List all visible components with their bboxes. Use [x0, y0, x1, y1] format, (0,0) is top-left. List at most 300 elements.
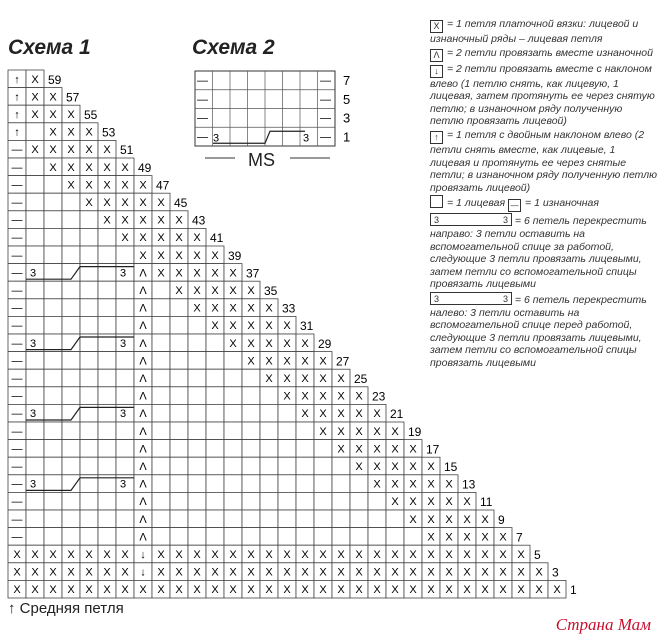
stitch-symbol: X [283, 549, 291, 561]
stitch-symbol: X [265, 337, 273, 350]
stitch-symbol: X [463, 549, 471, 561]
stitch-symbol: X [103, 566, 111, 579]
arrow-down-icon: ↓ [430, 65, 443, 78]
stitch-symbol: X [319, 373, 327, 385]
chart-cell [62, 299, 80, 317]
chart-cell [116, 387, 134, 405]
stitch-symbol: X [319, 584, 327, 597]
chart-cell [62, 193, 80, 211]
row-number: 1 [570, 583, 577, 598]
stitch-symbol: X [13, 566, 21, 579]
chart-cell [44, 176, 62, 194]
chart-cell [296, 475, 314, 493]
chart-cell [44, 352, 62, 370]
row-number: 5 [534, 548, 541, 562]
chart-cell [188, 387, 206, 405]
chart-cell [44, 228, 62, 246]
chart-cell [116, 510, 134, 528]
chart-cell [62, 492, 80, 510]
stitch-symbol: — [11, 214, 23, 227]
chart-cell [206, 492, 224, 510]
chart-cell [98, 352, 116, 370]
row-number: 15 [444, 460, 458, 474]
stitch-symbol: X [283, 373, 291, 385]
chart-cell [188, 528, 206, 546]
chart-cell [152, 510, 170, 528]
chart-cell [26, 510, 44, 528]
stitch-symbol: X [409, 461, 417, 473]
chart-cell [80, 510, 98, 528]
chart-cell [278, 528, 296, 546]
chart-cell [404, 528, 422, 546]
stitch-symbol: X [139, 197, 147, 209]
stitch-symbol: X [139, 249, 147, 262]
chart-cell [98, 422, 116, 440]
stitch-symbol: X [175, 267, 183, 280]
cable-count: 3 [120, 408, 127, 421]
chart-cell [62, 387, 80, 405]
dash-symbol-icon [508, 199, 521, 212]
chart-cell [62, 352, 80, 370]
stitch-symbol: — [11, 267, 23, 280]
stitch-symbol: X [517, 584, 525, 597]
chart-cell [386, 510, 404, 528]
chart-cell [80, 211, 98, 229]
stitch-symbol: X [211, 549, 219, 561]
stitch-symbol: X [157, 249, 165, 262]
stitch-symbol: X [157, 584, 165, 597]
stitch-symbol: — [11, 285, 23, 297]
chart-cell [116, 440, 134, 458]
chart-cell [44, 404, 62, 422]
legend-item-double-dec: ↑ = 1 петля с двойным наклоном влево (2 петли снять вместе, как лицевые, 1 лицевая и протянуть ее через снятые петли; в изнаночном ряду полученную петлю провязать лицевой) [430, 128, 658, 194]
stitch-symbol: X [139, 214, 147, 227]
chart-cell [296, 457, 314, 475]
stitch-symbol: X [247, 302, 255, 315]
stitch-symbol: X [193, 249, 201, 262]
chart-cell [332, 510, 350, 528]
chart-cell [260, 457, 278, 475]
stitch-symbol: X [229, 320, 237, 333]
chart-cell [26, 193, 44, 211]
dash-symbol: — [197, 75, 208, 87]
stitch-symbol: X [391, 478, 399, 491]
stitch-symbol: X [211, 320, 219, 333]
stitch-symbol: X [355, 390, 363, 403]
chart-cell [152, 387, 170, 405]
chart-cell [26, 176, 44, 194]
legend-item-cable-right: 3 3 = 6 петель перекрестить направо: 3 петли оставить на вспомогательной спице за работой, следующие 3 петли провязать лицевыми, затем петли со вспомогательной спицы провязать лицевыми [430, 215, 647, 291]
chart-cell [332, 457, 350, 475]
stitch-symbol: X [121, 197, 129, 209]
chart-cell [224, 440, 242, 458]
chart-cell [98, 369, 116, 387]
stitch-symbol: Λ [139, 513, 147, 526]
stitch-symbol: X [337, 566, 345, 579]
row-number: 57 [66, 90, 80, 105]
stitch-symbol: X [499, 549, 507, 561]
chart-cell [278, 492, 296, 510]
chart-cell [170, 510, 188, 528]
stitch-symbol: X [31, 73, 39, 86]
stitch-symbol: X [13, 549, 21, 561]
stitch-symbol: X [85, 584, 93, 597]
stitch-symbol: X [229, 302, 237, 315]
chart-cell [206, 352, 224, 370]
stitch-symbol: Λ [139, 390, 147, 403]
chart-cell [332, 475, 350, 493]
stitch-symbol: X [427, 461, 435, 473]
stitch-symbol: X [373, 443, 381, 456]
chart-cell [62, 440, 80, 458]
chart-cell [224, 404, 242, 422]
stitch-symbol: X [67, 584, 75, 597]
chart-cell [116, 492, 134, 510]
chart-cell [224, 369, 242, 387]
chart-cell [224, 475, 242, 493]
stitch-symbol: X [517, 549, 525, 561]
stitch-symbol: X [121, 584, 129, 597]
stitch-symbol: X [121, 549, 129, 561]
stitch-symbol: X [121, 214, 129, 227]
stitch-symbol: X [121, 179, 129, 192]
stitch-symbol: — [11, 478, 23, 491]
chart-cell [62, 316, 80, 334]
stitch-symbol: — [11, 302, 23, 315]
stitch-symbol: Λ [139, 443, 147, 456]
chart-cell [62, 369, 80, 387]
stitch-symbol: X [283, 337, 291, 350]
stitch-symbol: X [265, 320, 273, 333]
chart-cell [206, 475, 224, 493]
stitch-symbol: Λ [139, 461, 147, 473]
stitch-symbol: X [463, 584, 471, 597]
watermark: Страна Мам [555, 615, 651, 634]
stitch-symbol: X [409, 478, 417, 491]
stitch-symbol: ↓ [140, 566, 146, 579]
stitch-symbol: X [67, 144, 75, 157]
legend-item-knit: = 1 лицевая — = 1 изнаночная [430, 195, 658, 212]
chart-cell [152, 404, 170, 422]
stitch-symbol: X [535, 566, 543, 579]
chart-cell [170, 528, 188, 546]
stitch-symbol: X [31, 566, 39, 579]
stitch-symbol: — [11, 249, 23, 262]
chart-cell [98, 387, 116, 405]
row-number: 59 [48, 72, 62, 87]
stitch-symbol: — [11, 425, 23, 438]
stitch-symbol: X [391, 549, 399, 561]
chart-cell [278, 440, 296, 458]
stitch-symbol: X [193, 566, 201, 579]
stitch-symbol: X [409, 584, 417, 597]
chart-cell [80, 422, 98, 440]
stitch-symbol: — [11, 355, 23, 368]
legend [430, 18, 658, 370]
stitch-symbol: X [211, 285, 219, 297]
chart-cell [98, 510, 116, 528]
chart-cell [260, 475, 278, 493]
stitch-symbol: X [319, 549, 327, 561]
stitch-symbol: Λ [139, 355, 147, 368]
stitch-symbol: X [85, 197, 93, 209]
stitch-symbol: X [157, 549, 165, 561]
stitch-symbol: X [319, 355, 327, 368]
stitch-symbol: Λ [139, 320, 147, 333]
stitch-symbol: X [373, 461, 381, 473]
stitch-symbol: X [247, 566, 255, 579]
chart-cell [44, 264, 62, 282]
stitch-symbol: X [355, 425, 363, 438]
stitch-symbol: X [49, 161, 57, 174]
row-number: 41 [210, 231, 224, 246]
chart-cell [44, 211, 62, 229]
stitch-symbol: X [247, 584, 255, 597]
chart-cell [278, 510, 296, 528]
stitch-symbol: Λ [139, 531, 147, 544]
chart-cell [188, 475, 206, 493]
stitch-symbol: X [211, 249, 219, 262]
stitch-symbol: X [301, 390, 309, 403]
chart-cell [26, 440, 44, 458]
chart-cell [278, 457, 296, 475]
chart-cell [62, 211, 80, 229]
chart-cell [224, 457, 242, 475]
stitch-symbol: X [157, 214, 165, 227]
chart-cell [278, 475, 296, 493]
chart-cell [224, 422, 242, 440]
cable-left-icon: 3 3 [430, 292, 512, 305]
chart-cell [80, 228, 98, 246]
stitch-symbol: X [175, 566, 183, 579]
stitch-symbol: X [283, 390, 291, 403]
stitch-symbol: X [337, 373, 345, 385]
chart-cell [116, 369, 134, 387]
stitch-symbol: X [67, 109, 75, 121]
chart-cell [224, 352, 242, 370]
dash-symbol: — [320, 112, 331, 125]
chart-cell [152, 369, 170, 387]
stitch-symbol: X [499, 531, 507, 544]
blank-square-icon [430, 195, 443, 208]
row-number: 51 [120, 143, 134, 158]
stitch-symbol: X [427, 584, 435, 597]
chart-cell [44, 281, 62, 299]
stitch-symbol: X [445, 531, 453, 544]
stitch-symbol: X [157, 197, 165, 209]
stitch-symbol: X [157, 267, 165, 280]
stitch-symbol: X [211, 267, 219, 280]
chart-cell [116, 299, 134, 317]
stitch-symbol: X [517, 566, 525, 579]
stitch-symbol: X [301, 408, 309, 421]
chart-cell [260, 387, 278, 405]
stitch-symbol: X [301, 337, 309, 350]
stitch-symbol: X [193, 267, 201, 280]
stitch-symbol: X [229, 267, 237, 280]
chart-cell [62, 528, 80, 546]
cable-count: 3 [30, 267, 37, 280]
chart-cell [368, 492, 386, 510]
chart-cell [152, 492, 170, 510]
schema2-title: Схема 2 [192, 36, 275, 59]
chart-cell [296, 492, 314, 510]
row-number: 47 [156, 178, 170, 193]
stitch-symbol: X [355, 461, 363, 473]
chart-cell [206, 404, 224, 422]
legend-item-ssk: ↓ = 2 петли провязать вместе с наклоном влево (1 петлю снять, как лицевую, 1 лицевая, затем протянуть ее через снятую петлю; в изнаночном ряду полученную петлю провязать лицевой) [430, 62, 655, 128]
row-number: 25 [354, 372, 368, 386]
stitch-symbol: X [103, 179, 111, 192]
stitch-symbol: Λ [139, 425, 147, 438]
chart-cell [188, 440, 206, 458]
chart-cell [188, 492, 206, 510]
chart-cell [62, 510, 80, 528]
chart-cell [242, 440, 260, 458]
dash-symbol: — [320, 93, 331, 106]
stitch-symbol: X [67, 126, 75, 139]
chart-cell [260, 492, 278, 510]
chart-cell [44, 387, 62, 405]
row-number: 39 [228, 248, 242, 263]
stitch-symbol: X [445, 549, 453, 561]
chart-cell [260, 440, 278, 458]
stitch-symbol: X [481, 513, 489, 526]
chart-cell [170, 492, 188, 510]
chart-cell [206, 334, 224, 352]
stitch-symbol: X [85, 549, 93, 561]
chart-cell [350, 528, 368, 546]
stitch-symbol: X [319, 566, 327, 579]
chart-cell [44, 316, 62, 334]
stitch-symbol: ↑ [14, 126, 20, 139]
chart-cell [26, 352, 44, 370]
chart-cell [44, 510, 62, 528]
chart-cell [242, 369, 260, 387]
cable-count: 3 [120, 337, 127, 350]
stitch-symbol: X [409, 513, 417, 526]
chart-cell [26, 228, 44, 246]
stitch-symbol: X [445, 566, 453, 579]
stitch-symbol: — [11, 390, 23, 403]
cable-count: 3 [30, 408, 37, 421]
stitch-symbol: X [391, 425, 399, 438]
stitch-symbol: X [553, 584, 561, 597]
row-number: 29 [318, 336, 332, 351]
stitch-symbol: X [247, 285, 255, 297]
stitch-symbol: X [301, 373, 309, 385]
stitch-symbol: X [427, 478, 435, 491]
chart-cell [332, 492, 350, 510]
stitch-symbol: X [445, 478, 453, 491]
stitch-symbol: X [355, 443, 363, 456]
stitch-symbol: X [265, 302, 273, 315]
dash-symbol: — [320, 131, 331, 144]
stitch-symbol: X [49, 126, 57, 139]
stitch-symbol: X [427, 496, 435, 509]
stitch-symbol: X [373, 425, 381, 438]
chart-cell [260, 404, 278, 422]
stitch-symbol: X [175, 549, 183, 561]
stitch-symbol: X [283, 566, 291, 579]
stitch-symbol: X [409, 566, 417, 579]
chart-cell [152, 457, 170, 475]
row-number: 23 [372, 389, 386, 404]
chart-cell [314, 440, 332, 458]
stitch-symbol: X [67, 566, 75, 579]
chart-cell [206, 457, 224, 475]
row-number: 49 [138, 160, 152, 175]
stitch-symbol: X [211, 584, 219, 597]
stitch-symbol: X [445, 584, 453, 597]
chart-cell [170, 369, 188, 387]
stitch-symbol: X [283, 584, 291, 597]
stitch-symbol: X [49, 549, 57, 561]
row-number: 1 [343, 129, 351, 145]
stitch-symbol: X [229, 566, 237, 579]
stitch-symbol: X [157, 566, 165, 579]
chart-cell [368, 528, 386, 546]
stitch-symbol: X [445, 496, 453, 509]
stitch-symbol: X [229, 584, 237, 597]
stitch-symbol: ↓ [140, 549, 146, 561]
legend-item-cable-left: 3 3 = 6 петель перекрестить налево: 3 петли оставить на вспомогательной спице перед работой, следующие 3 петли провязать лицевыми, затем петли со вспомогательной спицы провязать лицевыми [430, 293, 647, 369]
chart-cell [206, 510, 224, 528]
stitch-symbol: X [157, 232, 165, 245]
stitch-symbol: X [535, 584, 543, 597]
stitch-symbol: X [301, 566, 309, 579]
chart-cell [224, 528, 242, 546]
chart-cell [152, 528, 170, 546]
dash-symbol: — [197, 112, 208, 125]
stitch-symbol: X [355, 408, 363, 421]
chart-cell [98, 492, 116, 510]
stitch-symbol: X [121, 566, 129, 579]
chart-cell [206, 387, 224, 405]
chart-cell [350, 475, 368, 493]
cable-count: 3 [120, 267, 127, 280]
row-number: 11 [480, 495, 493, 510]
footer-center-stitch: ↑ Средняя петля [8, 600, 124, 617]
chart-cell [170, 457, 188, 475]
stitch-symbol: X [283, 355, 291, 368]
stitch-symbol: X [355, 549, 363, 561]
stitch-symbol: X [337, 390, 345, 403]
chart-cell [224, 492, 242, 510]
stitch-symbol: X [49, 566, 57, 579]
stitch-symbol: X [463, 513, 471, 526]
row-number: 9 [498, 512, 505, 527]
chart-cell [152, 316, 170, 334]
stitch-symbol: X [481, 531, 489, 544]
stitch-symbol: X [373, 566, 381, 579]
stitch-symbol: X [31, 549, 39, 561]
arrow-up-icon: ↑ [430, 131, 443, 144]
stitch-symbol: X [265, 584, 273, 597]
chart-cell [314, 510, 332, 528]
stitch-symbol: — [11, 161, 23, 174]
chart-cell [314, 475, 332, 493]
stitch-symbol: X [391, 584, 399, 597]
chart-cell [80, 299, 98, 317]
stitch-symbol: X [31, 109, 39, 121]
stitch-symbol: X [247, 355, 255, 368]
chart-cell [152, 334, 170, 352]
chart-cell [62, 228, 80, 246]
chart-cell [98, 228, 116, 246]
stitch-symbol: X [85, 566, 93, 579]
chart-cell [26, 299, 44, 317]
